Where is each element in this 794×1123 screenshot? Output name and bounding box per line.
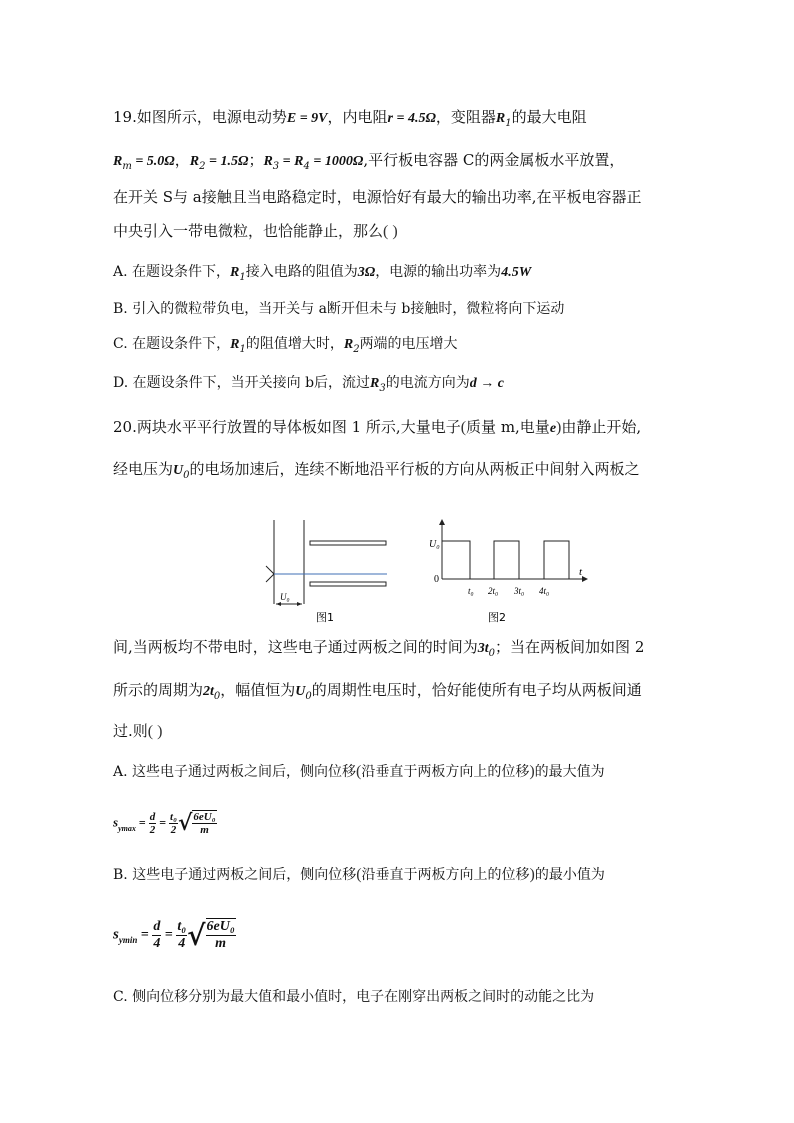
fig2-u0-label: U₀	[429, 539, 440, 550]
fig1-u0-label: U₀	[280, 592, 290, 602]
emf-expr: E = 9V	[286, 111, 328, 126]
q20-option-b: B. 这些电子通过两板之间后，侧向位移(沿垂直于两板方向上的位移)的最小值为	[113, 866, 605, 883]
q20-option-a: A. 这些电子通过两板之间后，侧向位移(沿垂直于两板方向上的位移)的最大值为	[113, 763, 605, 780]
q20-line-1: 20.两块水平平行放置的导体板如图 1 所示,大量电子(质量 m,电量e)由静止开始,	[113, 418, 642, 436]
fig1-caption: 图1	[316, 611, 334, 624]
q20-line-4: 所示的周期为$2t_0$，幅值恒为$U_0$的周期性电压时，恰好能使所有电子均从两板间通	[113, 681, 642, 702]
figure-1	[266, 520, 387, 624]
internal-resistance-expr: r = 4.5Ω	[387, 111, 436, 126]
tick-label: t₀	[468, 586, 474, 596]
q19-option-d: D. 在题设条件下，当开关接向 b后，流过$R_3$的电流方向为d → c	[113, 375, 504, 394]
q19-option-c: C. 在题设条件下，$R_1$的阻值增大时，$R_2$两端的电压增大	[113, 336, 458, 355]
figure-1-2	[232, 518, 592, 628]
q19-line-1: 19.如图所示，电源电动势E = 9V，内电阻r = 4.5Ω，变阻器$R_1$的最大电阻	[113, 108, 587, 129]
fig2-zero-label: 0	[434, 574, 439, 585]
fig2-caption: 图2	[488, 611, 506, 624]
q20-line-2: 经电压为$U_0$的电场加速后，连续不断地沿平行板的方向从两板正中间射入两板之	[113, 460, 640, 481]
tick-label: 2t₀	[488, 586, 499, 596]
q20-line-5: 过.则( )	[113, 722, 163, 740]
fig2-t-label: t	[579, 566, 583, 578]
figure-2	[429, 519, 588, 624]
q20-line-3: 间,当两板均不带电时，这些电子通过两板之间的时间为$3t_0$；当在两板间加如图 2	[113, 638, 645, 659]
formula-s-max: $s_{ymax}$ = $\frac{d}{2}$ = $\frac{\text{t₀}}{2}$ √ $\frac{\text{6eU₀}}{m}$	[113, 810, 216, 836]
q20-option-c: C. 侧向位移分别为最大值和最小值时，电子在刚穿出两板之间时的动能之比为	[113, 989, 595, 1005]
q19-line-3: 在开关 S与 a接触且当电路稳定时，电源恰好有最大的输出功率,在平板电容器正	[113, 188, 642, 206]
q19-option-a: A. 在题设条件下，$R_1$接入电路的阻值为3Ω，电源的输出功率为4.5W	[113, 264, 532, 283]
q19-line-2: $R_m = 5.0\Omega$，$R_2 = 1.5\Omega$；$R_3 = R_4 = 1000\Omega$,平行板电容器 C的两金属板水平放置，	[113, 151, 625, 172]
tick-label: 3t₀	[514, 586, 525, 596]
q19-option-b: B. 引入的微粒带负电，当开关与 a断开但未与 b接触时，微粒将向下运动	[113, 301, 565, 317]
tick-label: 4t₀	[539, 586, 550, 596]
formula-s-min: $s_{ymin}$ = $\frac{d}{4}$ = $\frac{\text{t₀}}{4}$ √ $\frac{\text{6eU₀}}{m}$	[113, 918, 235, 952]
q19-line-4: 中央引入一带电微粒，也恰能静止，那么( )	[113, 222, 398, 240]
